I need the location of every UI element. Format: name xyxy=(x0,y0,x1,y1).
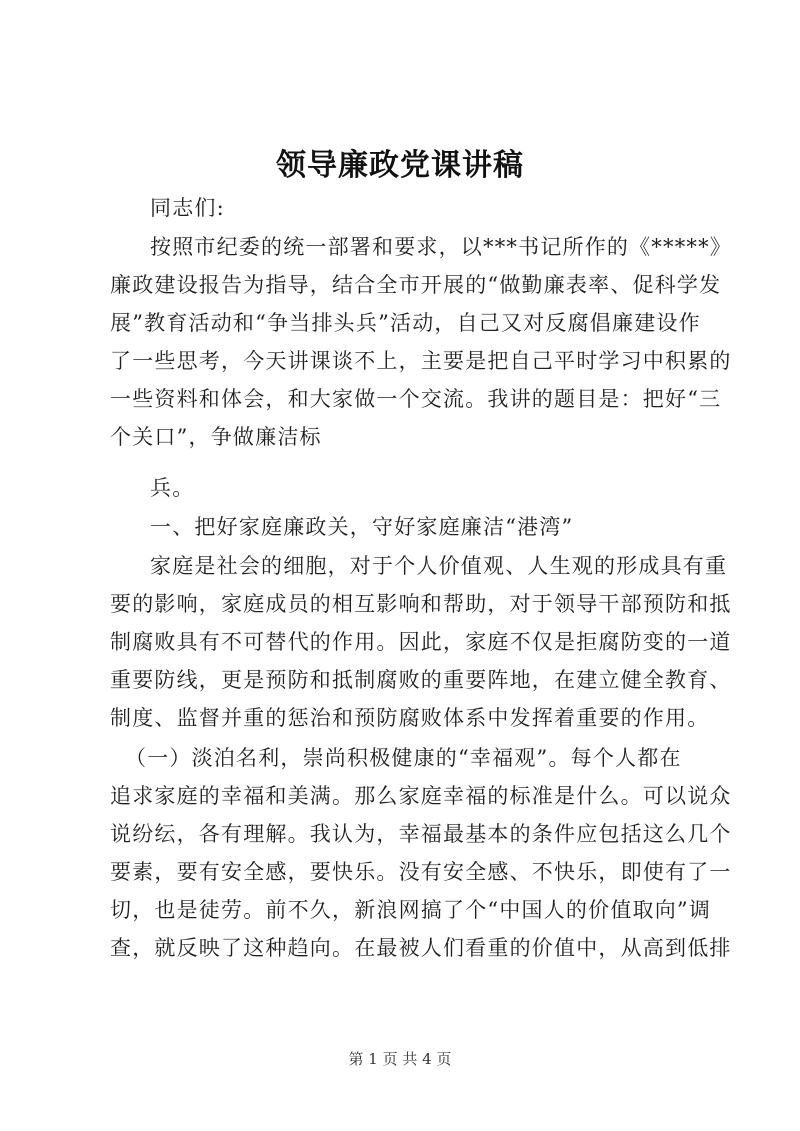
paragraph-line: 家庭是社会的细胞，对于个人价值观、人生观的形成具有重 xyxy=(150,554,728,578)
paragraph-line: 廉政建设报告为指导，结合全市开展的“做勤廉表率、促科学发 xyxy=(110,273,722,297)
paragraph-line: 按照市纪委的统一部署和要求，以***书记所作的《*****》 xyxy=(150,235,732,259)
paragraph-line: 一些资料和体会，和大家做一个交流。我讲的题目是：把好“三 xyxy=(110,387,722,411)
paragraph-line: 兵。 xyxy=(150,476,195,500)
paragraph-line: 要的影响，家庭成员的相互影响和帮助，对于领导干部预防和抵 xyxy=(110,592,732,616)
paragraph-line: 重要防线，更是预防和抵制腐败的重要阵地，在建立健全教育、 xyxy=(110,668,732,692)
paragraph-line: 要素，要有安全感，要快乐。没有安全感、不快乐，即使有了一 xyxy=(110,860,732,884)
paragraph-line: 展”教育活动和“争当排头兵”活动，自己又对反腐倡廉建设作 xyxy=(110,311,701,335)
paragraph-line: 查，就反映了这种趋向。在最被人们看重的价值中，从高到低排 xyxy=(110,936,732,960)
document-title: 领导廉政党课讲稿 xyxy=(276,148,524,183)
subsection-heading: （一）淡泊名利，崇尚积极健康的“幸福观”。每个人都在 xyxy=(125,746,682,770)
salutation: 同志们: xyxy=(150,196,225,220)
paragraph-line: 切，也是徒劳。前不久，新浪网搞了个“中国人的价值取向”调 xyxy=(110,898,712,922)
paragraph-line: 了一些思考，今天讲课谈不上，主要是把自己平时学习中积累的 xyxy=(110,349,732,373)
paragraph-line: 追求家庭的幸福和美满。那么家庭幸福的标准是什么。可以说众 xyxy=(110,784,732,808)
page-number-footer: 第 1 页 共 4 页 xyxy=(348,1050,452,1068)
paragraph-line: 制腐败具有不可替代的作用。因此，家庭不仅是拒腐防变的一道 xyxy=(110,630,732,654)
paragraph-line: 制度、监督并重的惩治和预防腐败体系中发挥着重要的作用。 xyxy=(110,706,710,730)
paragraph-line: 说纷纭，各有理解。我认为，幸福最基本的条件应包括这么几个 xyxy=(110,822,732,846)
section-heading: 一、把好家庭廉政关，守好家庭廉洁“港湾” xyxy=(150,515,574,539)
paragraph-line: 个关口”，争做廉洁标 xyxy=(110,425,322,449)
